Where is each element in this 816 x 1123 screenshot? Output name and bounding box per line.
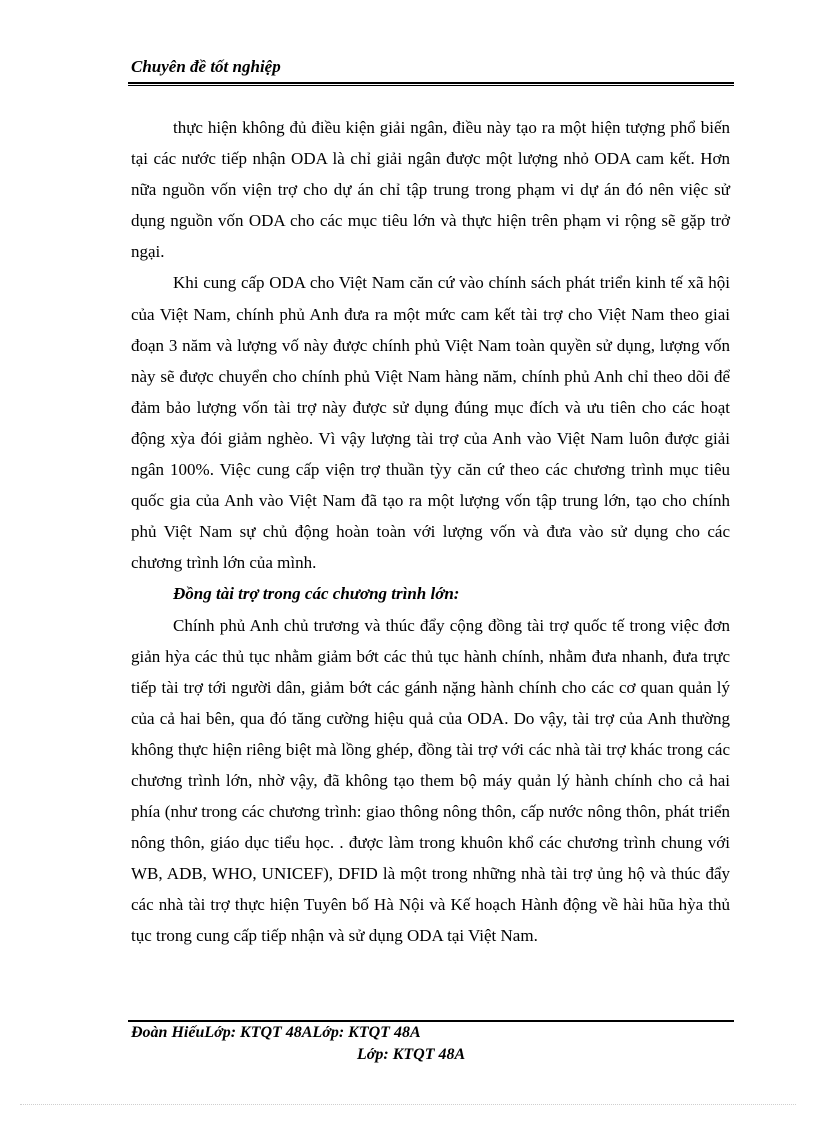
paragraph-co-financing: Chính phủ Anh chủ trương và thúc đẩy cộng đồng tài trợ quốc tế trong việc đơn giản hỳa các thủ tục nhằm giảm bớt các thủ tục hành chính, nhằm đưa nhanh, đưa trực tiếp tài trợ tới người dân, giảm bớt các gánh nặng hành chính cho các cơ quan quản lý của cả hai bên, qua đó tăng cường hiệu quả của ODA. Do vậy, tài trợ của Anh thường không thực hiện riêng biệt mà lồng ghép, đồng tài trợ với các nhà tài trợ khác trong các chương trình lớn, nhờ vậy, đã không tạo them bộ máy quản lý hành chính cho cả hai phía (như trong các chương trình: giao thông nông thôn, cấp nước nông thôn, phát triển nông thôn, giáo dục tiểu học. . được làm trong khuôn khổ các chương trình chung với WB, ADB, WHO, UNICEF), DFID là một trong những nhà tài trợ ủng hộ và thúc đẩy các nhà tài trợ thực hiện Tuyên bố Hà Nội và Kế hoạch Hành động về hài hũa hỳa thủ tục trong cung cấp tiếp nhận và sử dụng ODA tại Việt Nam. <box>131 615 730 946</box>
footer-rule <box>128 1020 734 1022</box>
header-rule <box>128 82 734 86</box>
paragraph-oda-commitment: Khi cung cấp ODA cho Việt Nam căn cứ vào chính sách phát triển kinh tế xã hội của Việt Nam, chính phủ Anh đưa ra một mức cam kết tài trợ cho Việt Nam theo giai đoạn 3 năm và lượng vố này được chính phủ Việt Nam toàn quyền sử dụng, lượng vốn này sẽ được chuyển cho chính phủ Việt Nam hàng năm, chính phủ Anh chỉ theo dõi để đảm bảo lượng vốn tài trợ này được sử dụng đúng mục đích và ưu tiên cho các hoạt động xỳa đói giảm nghèo. Vì vậy lượng tài trợ của Anh vào Việt Nam luôn được giải ngân 100%. Việc cung cấp viện trợ thuần tỳy căn cứ theo các chương trình mục tiêu quốc gia của Anh vào Việt Nam đã tạo ra một lượng vốn tập trung lớn, tạo cho chính phủ Việt Nam sự chủ động hoàn toàn với lượng vốn và đưa vào sử dụng cho các chương trình lớn của mình. <box>131 273 730 573</box>
header-title: Chuyên đề tốt nghiệp <box>131 57 281 76</box>
page-bottom-edge <box>20 1104 796 1105</box>
document-body <box>131 112 730 952</box>
section-subheading: Đồng tài trợ trong các chương trình lớn: <box>173 584 460 604</box>
paragraph-continuation: thực hiện không đủ điều kiện giải ngân, điều này tạo ra một hiện tượng phổ biến tại các nước tiếp nhận ODA là chỉ giải ngân được một lượng nhỏ ODA cam kết. Hơn nữa nguồn vốn viện trợ cho dự án chỉ tập trung trong phạm vi dự án đó nên việc sử dụng nguồn vốn ODA cho các mục tiêu lớn và thực hiện trên phạm vi rộng sẽ gặp trở ngại. <box>131 118 730 262</box>
footer-author-class: Đoàn HiếuLớp: KTQT 48ALớp: KTQT 48A <box>131 1024 421 1041</box>
footer-class: Lớp: KTQT 48A <box>357 1046 466 1063</box>
